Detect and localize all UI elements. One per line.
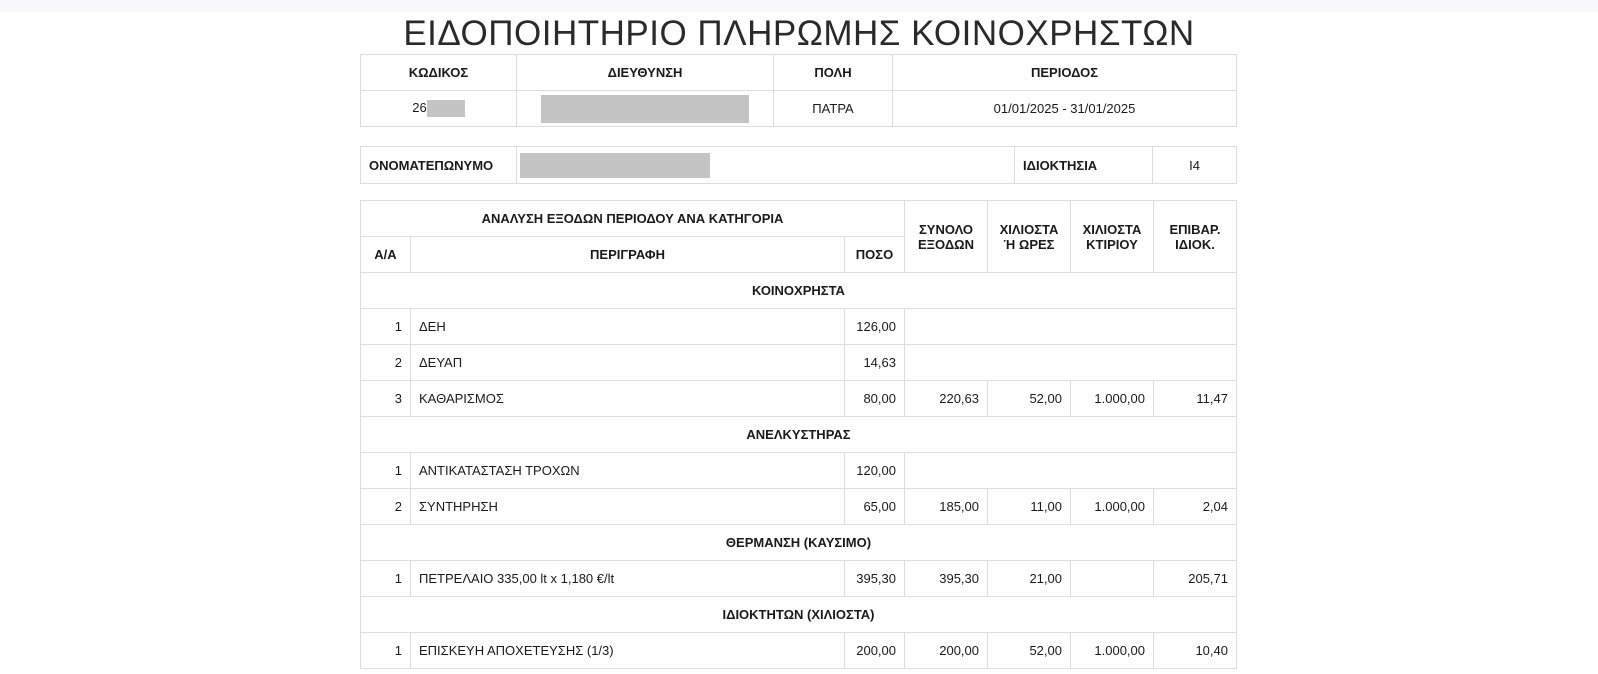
- section-charge: 11,47: [1154, 381, 1237, 417]
- header-values-row: [361, 91, 1237, 127]
- table-row: [361, 633, 1237, 669]
- period-label: ΠΕΡΙΟΔΟΣ: [893, 55, 1237, 91]
- table-row: [361, 561, 1237, 597]
- row-desc: ΚΑΘΑΡΙΣΜΟΣ: [411, 381, 845, 417]
- section-charge: 10,40: [1154, 633, 1237, 669]
- section-row: [361, 273, 1237, 309]
- table-row: [361, 345, 1237, 381]
- row-amount: 14,63: [845, 345, 905, 381]
- section-mils: 52,00: [988, 633, 1071, 669]
- page-title: ΕΙΔΟΠΟΙΗΤΗΡΙΟ ΠΛΗΡΩΜΗΣ ΚΟΙΝΟΧΡΗΣΤΩΝ: [403, 14, 1195, 53]
- section-total: 185,00: [905, 489, 988, 525]
- section-building-mils: [1071, 561, 1154, 597]
- section-mils: 11,00: [988, 489, 1071, 525]
- address-label: ΔΙΕΥΘΥΝΣΗ: [517, 55, 774, 91]
- name-cell: [517, 147, 1015, 184]
- col-charge-line2: ΙΔΙΟΚ.: [1175, 236, 1215, 252]
- col-total-header: [905, 201, 988, 273]
- col-mils-line1: ΧΙΛΙΟΣΤΑ: [999, 221, 1059, 237]
- row-aa: 3: [361, 381, 411, 417]
- property-header-table: [360, 54, 1237, 127]
- property-label: ΙΔΙΟΚΤΗΣΙΑ: [1015, 147, 1153, 184]
- row-desc: ΔΕΗ: [411, 309, 845, 345]
- col-charge-header: [1154, 201, 1237, 273]
- table-row: [361, 489, 1237, 525]
- row-aa: 1: [361, 309, 411, 345]
- col-mils-header: [988, 201, 1071, 273]
- section-title: ΑΝΕΛΚΥΣΤΗΡΑΣ: [361, 417, 1237, 453]
- row-desc: ΔΕΥΑΠ: [411, 345, 845, 381]
- col-charge-line1: ΕΠΙΒΑΡ.: [1169, 221, 1221, 237]
- col-bmils-line1: ΧΙΛΙΟΣΤΑ: [1082, 221, 1142, 237]
- section-total: 220,63: [905, 381, 988, 417]
- section-mils: 21,00: [988, 561, 1071, 597]
- row-amount: 126,00: [845, 309, 905, 345]
- city-label: ΠΟΛΗ: [774, 55, 893, 91]
- group-header: ΑΝΑΛΥΣΗ ΕΞΟΔΩΝ ΠΕΡΙΟΔΟΥ ΑΝΑ ΚΑΤΗΓΟΡΙΑ: [361, 201, 905, 237]
- period-value: 01/01/2025 - 31/01/2025: [893, 91, 1237, 127]
- owner-row: [361, 147, 1237, 184]
- section-total: 395,30: [905, 561, 988, 597]
- owner-table: [360, 146, 1237, 184]
- section-row: [361, 525, 1237, 561]
- header-labels-row: [361, 55, 1237, 91]
- table-row: [361, 309, 1237, 345]
- address-redaction: [541, 95, 749, 123]
- section-row: [361, 417, 1237, 453]
- col-desc-header: ΠΕΡΙΓΡΑΦΗ: [411, 237, 845, 273]
- name-label: ΟΝΟΜΑΤΕΠΩΝΥΜΟ: [361, 147, 517, 184]
- name-redaction: [520, 153, 710, 178]
- section-title: ΚΟΙΝΟΧΡΗΣΤΑ: [361, 273, 1237, 309]
- col-aa-header: Α/Α: [361, 237, 411, 273]
- row-empty-cell: [905, 453, 1237, 489]
- row-amount: 395,30: [845, 561, 905, 597]
- row-aa: 1: [361, 453, 411, 489]
- section-charge: 2,04: [1154, 489, 1237, 525]
- row-aa: 1: [361, 633, 411, 669]
- row-empty-cell: [905, 345, 1237, 381]
- row-aa: 2: [361, 345, 411, 381]
- code-cell: [361, 91, 517, 127]
- section-mils: 52,00: [988, 381, 1071, 417]
- row-desc: ΕΠΙΣΚΕΥΗ ΑΠΟΧΕΤΕΥΣΗΣ (1/3): [411, 633, 845, 669]
- col-amount-header: ΠΟΣΟ: [845, 237, 905, 273]
- section-building-mils: 1.000,00: [1071, 381, 1154, 417]
- property-value: Ι4: [1153, 147, 1237, 184]
- address-cell: [517, 91, 774, 127]
- row-amount: 65,00: [845, 489, 905, 525]
- section-building-mils: 1.000,00: [1071, 489, 1154, 525]
- col-mils-line2: Ή ΩΡΕΣ: [1003, 236, 1055, 252]
- col-total-line1: ΣΥΝΟΛΟ: [918, 221, 974, 237]
- col-total-line2: ΕΞΟΔΩΝ: [918, 236, 974, 252]
- code-value: 26: [412, 99, 427, 115]
- section-title: ΙΔΙΟΚΤΗΤΩΝ (ΧΙΛΙΟΣΤΑ): [361, 597, 1237, 633]
- section-charge: 205,71: [1154, 561, 1237, 597]
- section-total: 200,00: [905, 633, 988, 669]
- city-value: ΠΑΤΡΑ: [774, 91, 893, 127]
- col-bmils-line2: ΚΤΙΡΙΟΥ: [1086, 236, 1138, 252]
- section-title: ΘΕΡΜΑΝΣΗ (ΚΑΥΣΙΜΟ): [361, 525, 1237, 561]
- row-desc: ΣΥΝΤΗΡΗΣΗ: [411, 489, 845, 525]
- expenses-head-row-1: [361, 201, 1237, 237]
- row-aa: 1: [361, 561, 411, 597]
- expenses-table: [360, 200, 1237, 669]
- section-row: [361, 597, 1237, 633]
- row-amount: 120,00: [845, 453, 905, 489]
- row-desc: ΠΕΤΡΕΛΑΙΟ 335,00 lt x 1,180 €/lt: [411, 561, 845, 597]
- code-redaction: [427, 100, 465, 117]
- row-desc: ΑΝΤΙΚΑΤΑΣΤΑΣΗ ΤΡΟΧΩΝ: [411, 453, 845, 489]
- row-amount: 80,00: [845, 381, 905, 417]
- table-row: [361, 381, 1237, 417]
- table-row: [361, 453, 1237, 489]
- top-bar: [0, 0, 1598, 12]
- col-bmils-header: [1071, 201, 1154, 273]
- section-building-mils: 1.000,00: [1071, 633, 1154, 669]
- row-aa: 2: [361, 489, 411, 525]
- code-label: ΚΩΔΙΚΟΣ: [361, 55, 517, 91]
- row-empty-cell: [905, 309, 1237, 345]
- row-amount: 200,00: [845, 633, 905, 669]
